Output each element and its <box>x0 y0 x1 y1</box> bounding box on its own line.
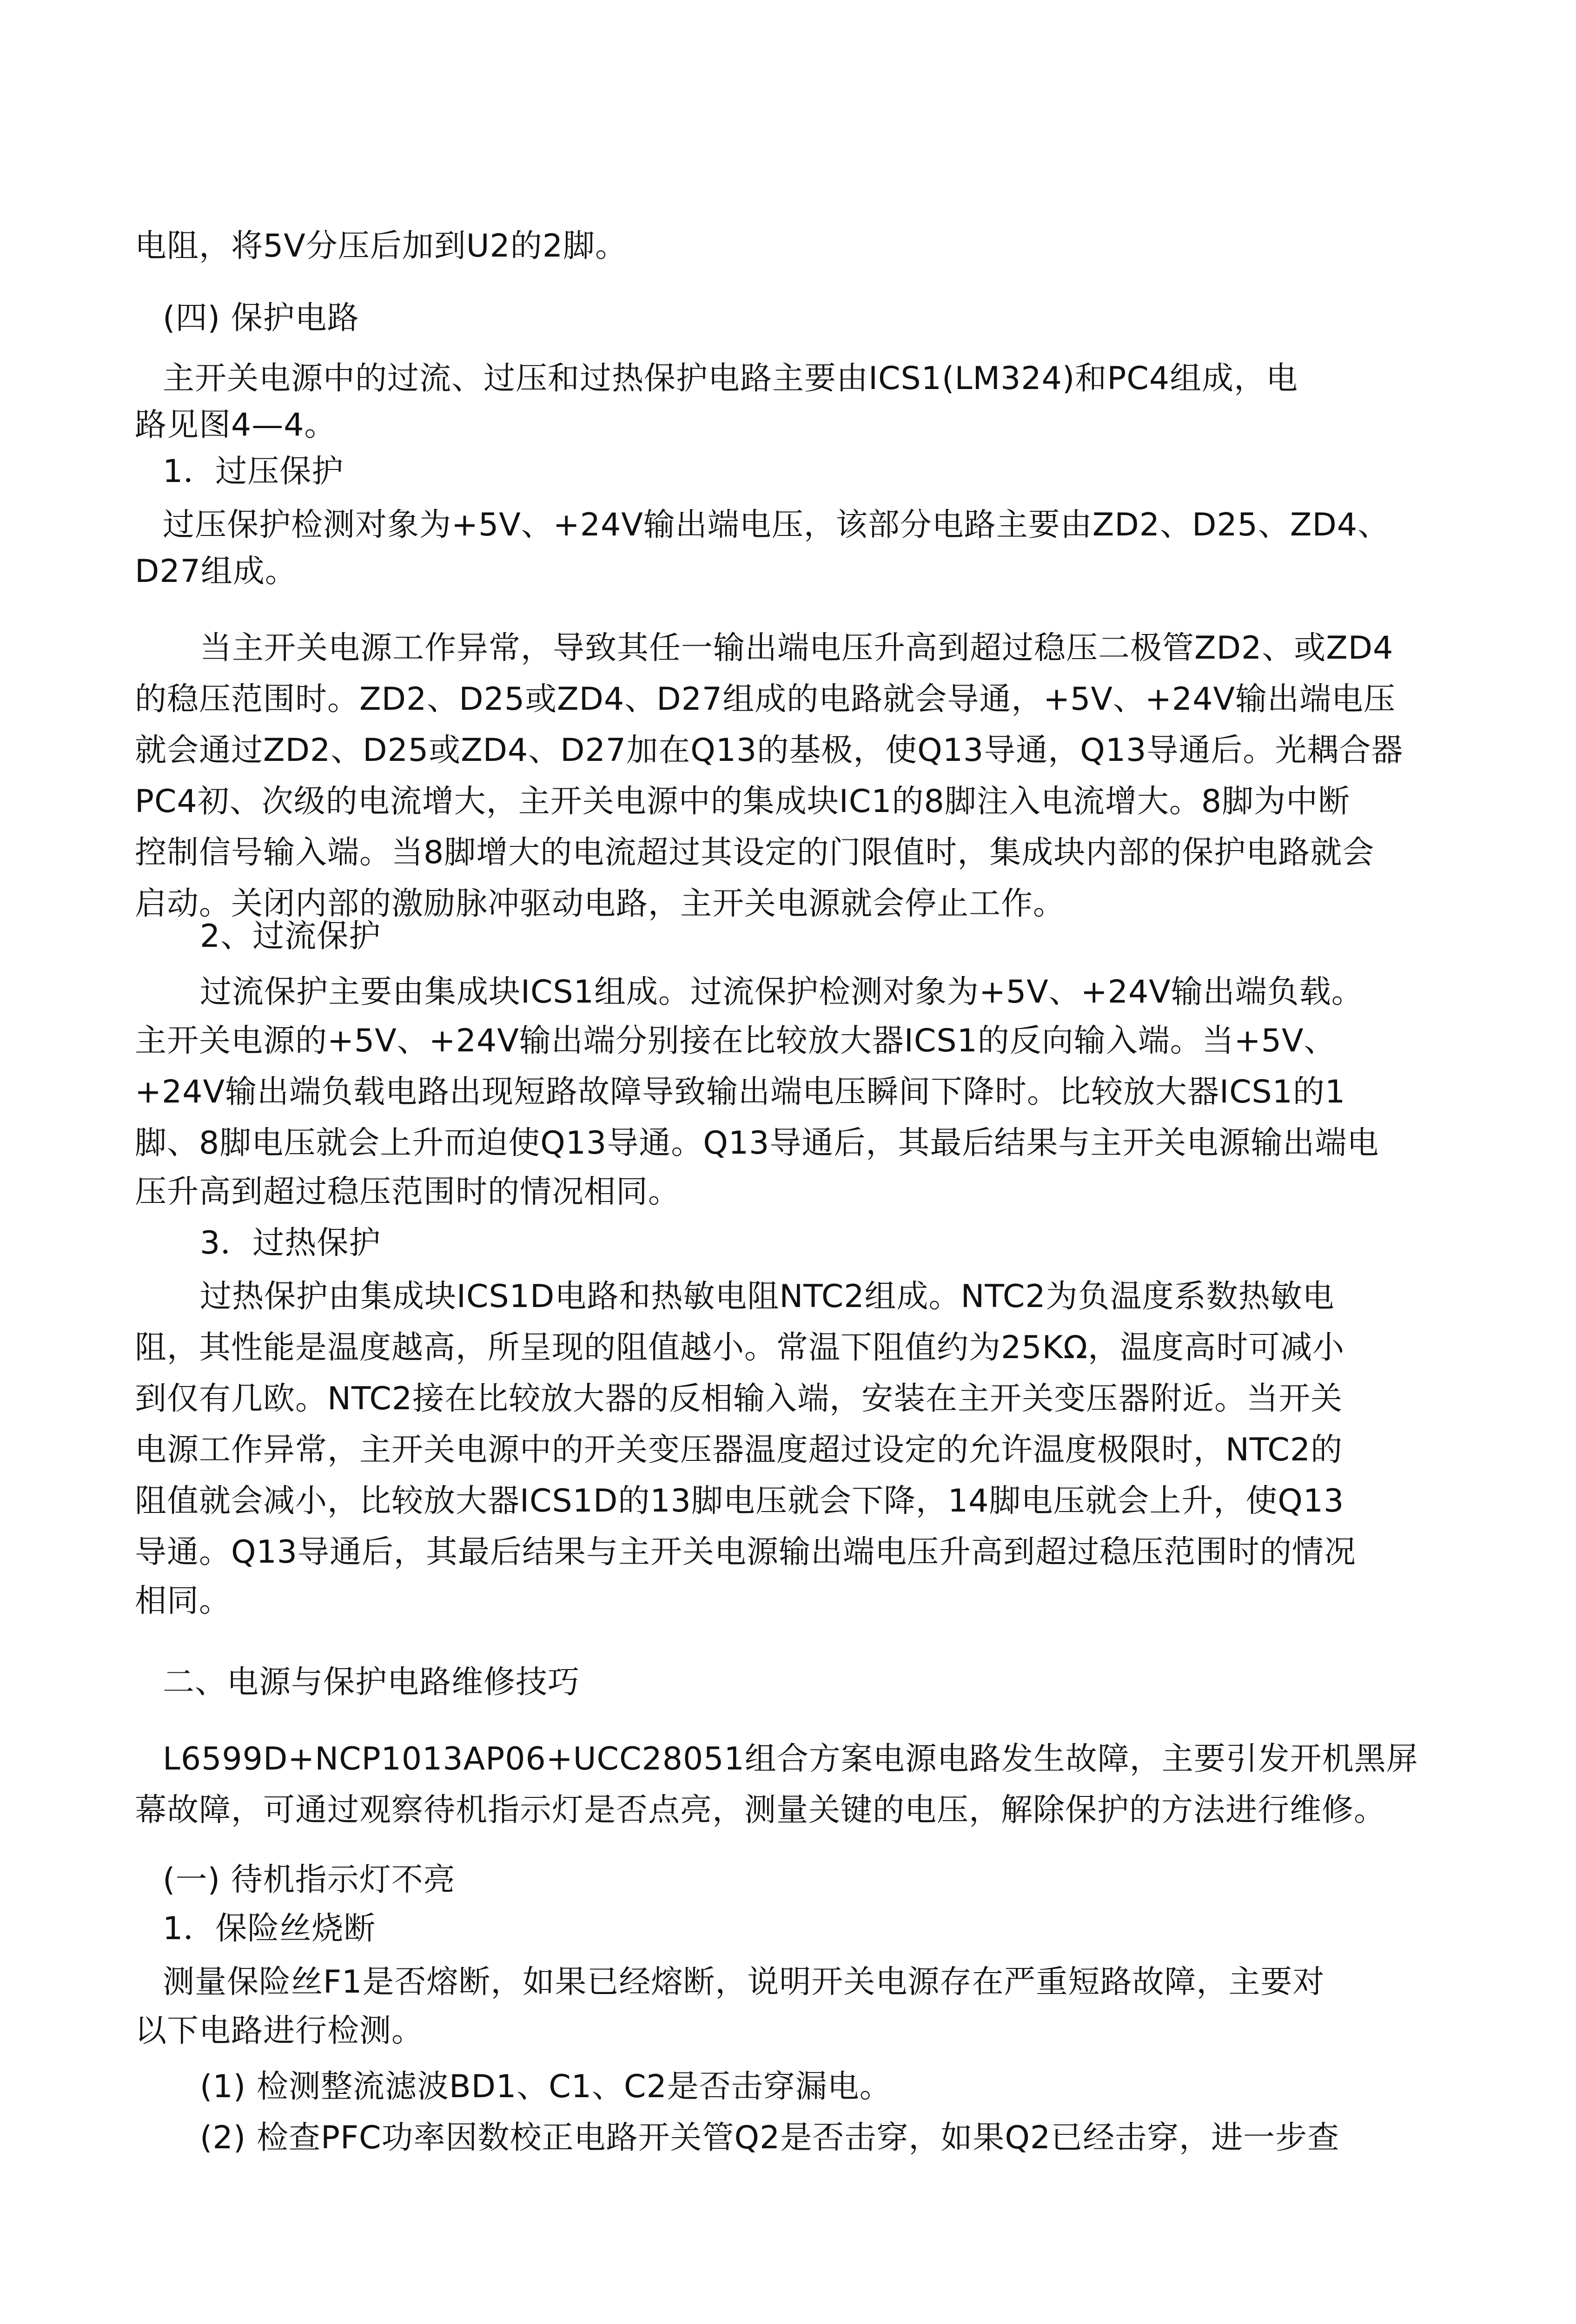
subsection-heading: 1．保险丝烧断 <box>163 1910 376 1947</box>
text-line: 电源工作异常，主开关电源中的开关变压器温度超过设定的允许温度极限时，NTC2的 <box>135 1432 1343 1468</box>
text-line: 到仅有几欧。NTC2接在比较放大器的反相输入端，安装在主开关变压器附近。当开关 <box>135 1380 1343 1417</box>
subsection-heading: 1．过压保护 <box>163 453 344 490</box>
text-line: D27组成。 <box>135 553 297 590</box>
subsection-heading: 2、过流保护 <box>200 918 381 955</box>
list-item: (2) 检查PFC功率因数校正电路开关管Q2是否击穿，如果Q2已经击穿，进一步查 <box>200 2119 1340 2156</box>
text-line: 路见图4—4。 <box>135 407 337 443</box>
section-heading: (一) 待机指示灯不亮 <box>163 1862 456 1898</box>
text-line: 以下电路进行检测。 <box>135 2013 424 2049</box>
section-heading: (四) 保护电路 <box>163 300 359 337</box>
text-line: 当主开关电源工作异常，导致其任一输出端电压升高到超过稳压二极管ZD2、或ZD4 <box>200 630 1394 667</box>
section-heading: 二、电源与保护电路维修技巧 <box>163 1664 580 1701</box>
text-line: 控制信号输入端。当8脚增大的电流超过其设定的门限值时，集成块内部的保护电路就会 <box>135 834 1375 871</box>
text-line: 的稳压范围时。ZD2、D25或ZD4、D27组成的电路就会导通，+5V、+24V输出端电压 <box>135 681 1396 718</box>
text-line: 测量保险丝F1是否熔断，如果已经熔断，说明开关电源存在严重短路故障，主要对 <box>163 1964 1325 2000</box>
text-line: 主开关电源中的过流、过压和过热保护电路主要由ICS1(LM324)和PC4组成，电 <box>163 360 1298 397</box>
text-line: +24V输出端负载电路出现短路故障导致输出端电压瞬间下降时。比较放大器ICS1的1 <box>135 1074 1346 1110</box>
text-line: 主开关电源的+5V、+24V输出端分别接在比较放大器ICS1的反向输入端。当+5V、 <box>135 1023 1336 1059</box>
list-item: (1) 检测整流滤波BD1、C1、C2是否击穿漏电。 <box>200 2068 892 2105</box>
text-line: 过压保护检测对象为+5V、+24V输出端电压，该部分电路主要由ZD2、D25、ZD4、 <box>163 507 1390 543</box>
text-line: 过热保护由集成块ICS1D电路和热敏电阻NTC2组成。NTC2为负温度系数热敏电 <box>200 1278 1335 1315</box>
text-line: 导通。Q13导通后，其最后结果与主开关电源输出端电压升高到超过稳压范围时的情况 <box>135 1534 1357 1571</box>
text-line: 启动。关闭内部的激励脉冲驱动电路，主开关电源就会停止工作。 <box>135 885 1066 922</box>
text-line: 过流保护主要由集成块ICS1组成。过流保护检测对象为+5V、+24V输出端负载。 <box>200 974 1364 1010</box>
text-line: L6599D+NCP1013AP06+UCC28051组合方案电源电路发生故障，主要引发开机黑屏 <box>163 1741 1418 1777</box>
text-line: 就会通过ZD2、D25或ZD4、D27加在Q13的基极，使Q13导通，Q13导通后。光耦合器 <box>135 732 1404 769</box>
text-line: 脚、8脚电压就会上升而迫使Q13导通。Q13导通后，其最后结果与主开关电源输出端电 <box>135 1125 1379 1162</box>
subsection-heading: 3．过热保护 <box>200 1225 381 1261</box>
text-line: 电阻，将5V分压后加到U2的2脚。 <box>135 228 628 264</box>
text-line: 幕故障，可通过观察待机指示灯是否点亮，测量关键的电压，解除保护的方法进行维修。 <box>135 1792 1386 1829</box>
text-line: 阻，其性能是温度越高，所呈现的阻值越小。常温下阻值约为25KΩ，温度高时可减小 <box>135 1329 1345 1366</box>
text-line: 相同。 <box>135 1583 232 1619</box>
text-line: PC4初、次级的电流增大，主开关电源中的集成块IC1的8脚注入电流增大。8脚为中断 <box>135 783 1351 820</box>
text-line: 压升高到超过稳压范围时的情况相同。 <box>135 1174 681 1210</box>
text-line: 阻值就会减小，比较放大器ICS1D的13脚电压就会下降，14脚电压就会上升，使Q13 <box>135 1483 1344 1519</box>
